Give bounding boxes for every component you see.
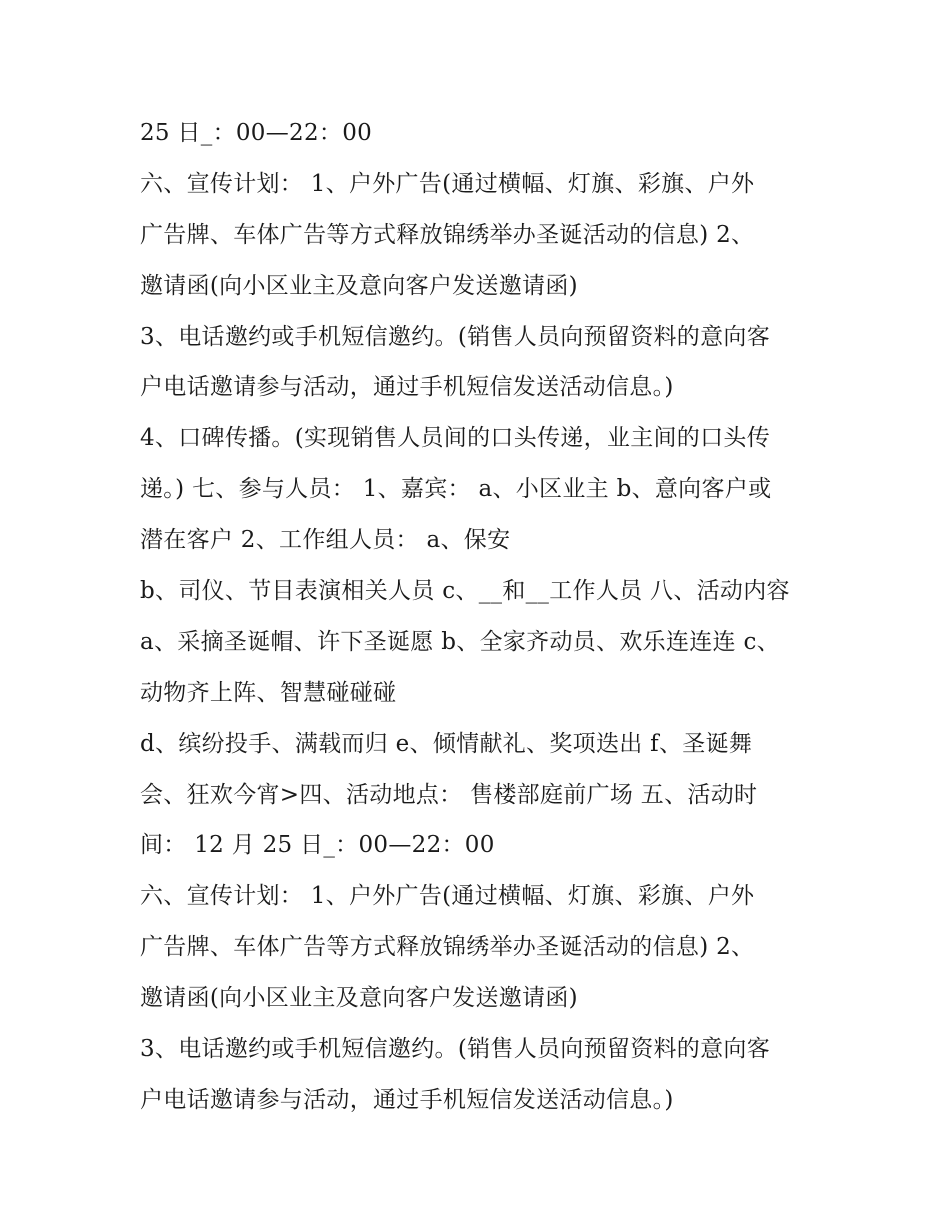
- text-line: 3、电话邀约或手机短信邀约。(销售人员向预留资料的意向客: [140, 323, 771, 350]
- document-body: [140, 108, 830, 1126]
- text-line: 户电话邀请参与活动，通过手机短信发送活动信息。): [140, 1086, 674, 1113]
- text-line: 动物齐上阵、智慧碰碰碰: [140, 679, 397, 706]
- text-line: 六、宣传计划： 1、户外广告(通过横幅、灯旗、彩旗、户外: [140, 170, 755, 197]
- text-line: 间： 12 月 25 日_：00—22：00: [140, 832, 495, 859]
- text-line: 邀请函(向小区业主及意向客户发送邀请函): [140, 985, 578, 1012]
- text-line: 潜在客户 2、工作组人员： a、保安: [140, 527, 511, 554]
- text-line: 广告牌、车体广告等方式释放锦绣举办圣诞活动的信息) 2、: [140, 221, 755, 248]
- text-line: 3、电话邀约或手机短信邀约。(销售人员向预留资料的意向客: [140, 1036, 771, 1063]
- text-line: 会、狂欢今宵>四、活动地点： 售楼部庭前广场 五、活动时: [140, 781, 758, 808]
- text-line: 六、宣传计划： 1、户外广告(通过横幅、灯旗、彩旗、户外: [140, 883, 755, 910]
- text-line: 递。) 七、参与人员： 1、嘉宾： a、小区业主 b、意向客户或: [140, 476, 772, 503]
- text-line: d、缤纷投手、满载而归 e、倾情献礼、奖项迭出 f、圣诞舞: [140, 730, 753, 757]
- text-line: 邀请函(向小区业主及意向客户发送邀请函): [140, 272, 578, 299]
- text-line: 4、口碑传播。(实现销售人员间的口头传递，业主间的口头传: [140, 425, 771, 452]
- text-line: b、司仪、节目表演相关人员 c、__和__工作人员 八、活动内容: [140, 578, 790, 605]
- text-line: 户电话邀请参与活动，通过手机短信发送活动信息。): [140, 374, 674, 401]
- text-line: 25 日_：00—22：00: [140, 120, 373, 146]
- text-line: 广告牌、车体广告等方式释放锦绣举办圣诞活动的信息) 2、: [140, 934, 755, 961]
- text-line: a、采摘圣诞帽、许下圣诞愿 b、全家齐动员、欢乐连连连 c、: [140, 628, 780, 655]
